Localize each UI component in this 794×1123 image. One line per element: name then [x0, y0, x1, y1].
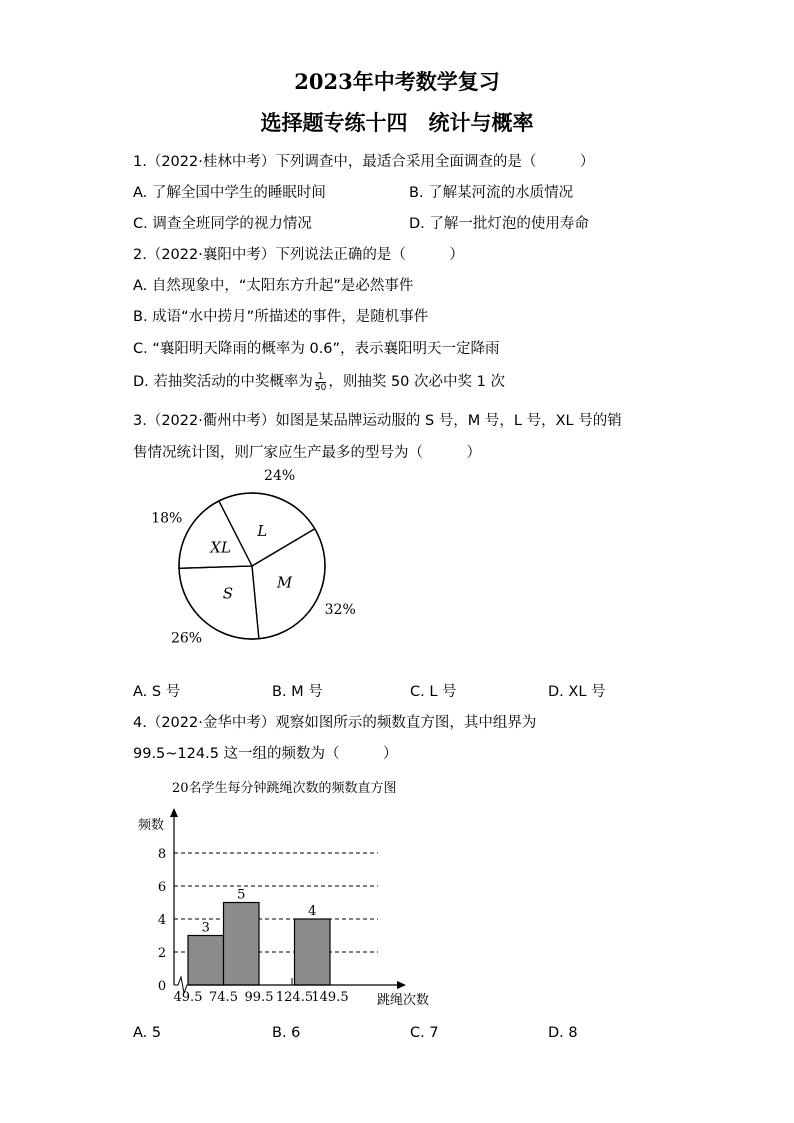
x-tick-label: 74.5	[209, 990, 238, 1005]
histogram-bar	[224, 903, 260, 986]
y-tick-label: 0	[157, 979, 167, 994]
q2-option-d	[133, 370, 505, 393]
q1-option-b: B. 了解某河流的水质情况	[409, 185, 574, 201]
histogram-bar	[188, 936, 224, 986]
q4-option-a: A. 5	[133, 1025, 162, 1041]
pie-slice-label: XL	[210, 538, 231, 557]
q3-option-d: D. XL 号	[548, 684, 606, 700]
fraction	[315, 372, 326, 393]
bar-value-label: 4	[308, 904, 317, 919]
q4-option-c: C. 7	[410, 1025, 439, 1041]
q4-option-b: B. 6	[272, 1025, 301, 1041]
q3-option-b: B. M 号	[272, 684, 323, 700]
pie-percent-label: 24%	[264, 467, 296, 484]
q3-option-c: C. L 号	[410, 684, 457, 700]
pie-slice-xl	[179, 501, 252, 568]
pie-slice-label: L	[257, 521, 268, 540]
y-tick-label: 6	[157, 880, 167, 895]
pie-percent-label: 26%	[170, 630, 203, 647]
histogram-chart	[130, 772, 450, 1012]
x-tick-label: 49.5	[173, 990, 203, 1005]
q1-stem: 1.（2022·桂林中考）下列调查中，最适合采用全面调查的是（ ）	[133, 154, 595, 170]
pie-percent-label: 32%	[324, 602, 356, 619]
q1-option-d: D. 了解一批灯泡的使用寿命	[409, 216, 589, 232]
q2-option-d-text-post: ，则抽奖 50 次必中奖 1 次	[328, 374, 505, 390]
pie-percent-label: 18%	[151, 510, 183, 527]
y-axis-arrow	[170, 808, 178, 817]
pie-slice-label: S	[222, 584, 234, 603]
pie-slice-label: M	[276, 573, 293, 592]
histogram-bar	[295, 919, 331, 985]
y-axis-label: 频数	[138, 818, 165, 833]
y-tick-label: 8	[157, 847, 167, 862]
q3-option-a: A. S 号	[133, 684, 181, 700]
q1-option-a: A. 了解全国中学生的睡眠时间	[133, 185, 326, 201]
y-tick-label: 2	[157, 946, 167, 961]
pie-chart	[130, 465, 380, 675]
q3-stem-line2: 售情况统计图，则厂家应生产最多的型号为（ ）	[133, 445, 481, 461]
bar-value-label: 3	[201, 920, 210, 936]
q4-stem-line2: 99.5~124.5 这一组的频数为（ ）	[133, 746, 398, 762]
q1-option-c: C. 调查全班同学的视力情况	[133, 216, 312, 232]
x-axis-label: 跳绳次数	[377, 993, 430, 1008]
x-tick-label: 124.5	[275, 990, 314, 1005]
document-title: 2023年中考数学复习	[294, 69, 500, 94]
document-subtitle: 选择题专练十四 统计与概率	[260, 110, 534, 135]
q2-option-a: A. 自然现象中，“太阳东方升起”是必然事件	[133, 278, 414, 294]
y-tick-label: 4	[157, 913, 167, 928]
q2-option-d-text-pre: D. 若抽奖活动的中奖概率为	[133, 374, 313, 390]
q2-option-b: B. 成语“水中捞月”所描述的事件，是随机事件	[133, 309, 429, 325]
x-tick-label: 149.5	[311, 990, 349, 1005]
x-axis-arrow	[397, 981, 406, 989]
pie-slice-s	[179, 566, 259, 639]
q4-option-d: D. 8	[548, 1025, 578, 1041]
q3-stem-line1: 3.（2022·衢州中考）如图是某品牌运动服的 S 号，M 号，L 号，XL 号的销	[133, 413, 622, 429]
bar-value-label: 5	[237, 887, 246, 903]
q2-option-c: C. “襄阳明天降雨的概率为 0.6”，表示襄阳明天一定降雨	[133, 341, 500, 357]
x-tick-label: 99.5	[244, 990, 274, 1005]
histogram-title: 20名学生每分钟跳绳次数的频数直方图	[172, 781, 397, 796]
fraction-numerator: 1	[315, 372, 326, 383]
q2-stem: 2.（2022·襄阳中考）下列说法正确的是（ ）	[133, 247, 464, 263]
q4-stem-line1: 4.（2022·金华中考）观察如图所示的频数直方图，其中组界为	[133, 715, 537, 731]
fraction-denominator: 50	[314, 382, 327, 393]
